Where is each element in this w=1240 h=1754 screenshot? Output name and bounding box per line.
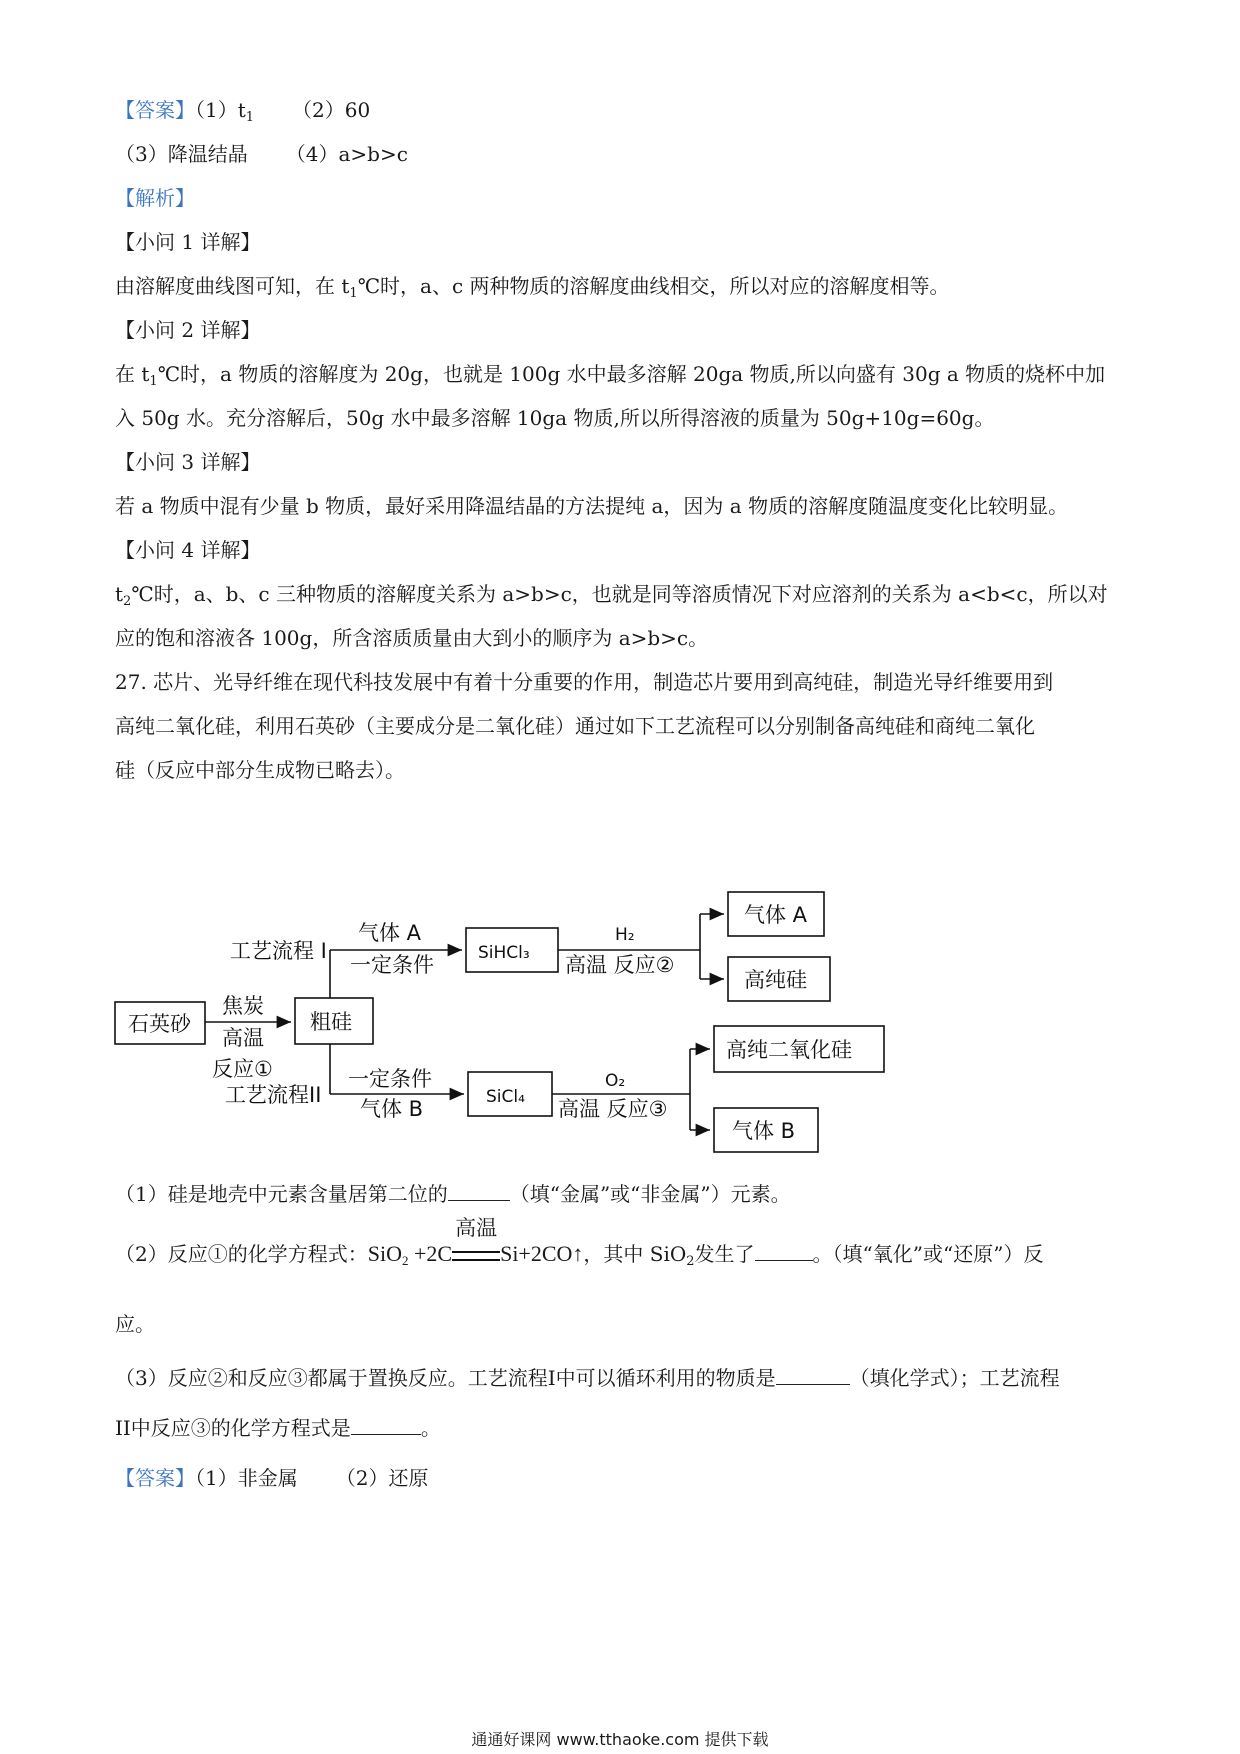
s4-l1-sub: 2	[123, 594, 132, 609]
q3-line-2	[115, 1414, 441, 1442]
q2-line	[115, 1216, 1044, 1276]
label-out-gasA: 气体 A	[744, 903, 808, 927]
label-out-pure-sio2: 高纯二氧化硅	[726, 1038, 852, 1062]
q2-equation	[367, 1216, 584, 1275]
answer-q4: （4）a>b>c	[285, 142, 408, 166]
s4-line-1	[115, 580, 1108, 616]
answer-q2: （2）60	[292, 98, 371, 122]
answer-line-2	[115, 140, 408, 168]
answer2-q1: （1）非金属	[195, 1466, 298, 1490]
label-quartz: 石英砂	[128, 1012, 191, 1036]
eq-left2: +2C	[408, 1241, 453, 1266]
label-cond-1: 一定条件	[350, 953, 434, 977]
q2-d: 。（填“氧化”或“还原”）反	[812, 1242, 1044, 1266]
q1-a: （1）硅是地壳中元素含量居第二位的	[115, 1182, 448, 1206]
s2-line-1	[115, 360, 1105, 396]
label-process2: 工艺流程II	[225, 1083, 322, 1107]
label-sicl4: SiCl₄	[486, 1087, 525, 1107]
q3-a: （3）反应②和反应③都属于置换反应。工艺流程I中可以循环利用的物质是	[115, 1366, 776, 1390]
answer-q1-sub: 1	[245, 110, 255, 125]
eq-left: SiO	[367, 1241, 402, 1266]
q3-c: II中反应③的化学方程式是	[115, 1416, 351, 1440]
s2-l1-a: 在 t	[115, 362, 150, 386]
q27-line-1: 27. 芯片、光导纤维在现代科技发展中有着十分重要的作用，制造芯片要用到高纯硅，制造光导纤维要用到	[115, 670, 1054, 694]
q3-blank-2[interactable]	[351, 1416, 421, 1435]
s1-body-sub: 1	[349, 286, 358, 301]
s1-body	[115, 272, 950, 308]
s4-l1-a: t	[115, 582, 124, 606]
label-h2: H₂	[615, 925, 635, 945]
s4-head: 【小问 4 详解】	[115, 538, 261, 562]
answer2-q2: （2）还原	[335, 1466, 429, 1490]
s2-l1-sub: 1	[149, 374, 158, 389]
label-gasA-in: 气体 A	[358, 921, 422, 945]
label-coke: 焦炭	[222, 994, 264, 1018]
s1-body-a: 由溶解度曲线图可知，在 t	[115, 274, 350, 298]
answer2-tag: 【答案】	[115, 1466, 195, 1490]
q3-blank-1[interactable]	[776, 1366, 850, 1385]
eq-right: Si+2CO↑	[500, 1241, 584, 1266]
label-out-gasB: 气体 B	[732, 1119, 796, 1143]
s3-head: 【小问 3 详解】	[115, 450, 261, 474]
s3-body: 若 a 物质中混有少量 b 物质，最好采用降温结晶的方法提纯 a，因为 a 物质的溶解度随温度变化比较明显。	[115, 494, 1069, 518]
q3-line-1	[115, 1364, 1060, 1392]
label-o2: O₂	[605, 1071, 626, 1091]
q2-blank[interactable]	[755, 1242, 813, 1261]
q1-b: （填“金属”或“非金属”）元素。	[509, 1182, 791, 1206]
q1-blank[interactable]	[448, 1182, 510, 1201]
label-ht-rxn2: 高温 反应②	[565, 953, 675, 977]
answer-q1: （1）t	[195, 98, 246, 122]
eq-cond-text: 高温	[455, 1216, 498, 1240]
q27-line-3: 硅（反应中部分生成物已略去）。	[115, 758, 405, 782]
q1-line	[115, 1180, 791, 1208]
eq-left-sub: 2	[401, 1253, 409, 1268]
eq-condition	[452, 1216, 500, 1268]
q2-b-sub: 2	[686, 1254, 695, 1269]
q2-line-2: 应。	[115, 1312, 155, 1336]
label-hightemp: 高温	[222, 1026, 264, 1050]
s2-line-2: 入 50g 水。充分溶解后，50g 水中最多溶解 10ga 物质,所以所得溶液的质量为 50g+10g=60g。	[115, 406, 995, 430]
answer-tag: 【答案】	[115, 98, 195, 122]
label-crude-si: 粗硅	[310, 1010, 352, 1034]
label-rxn1: 反应①	[212, 1057, 273, 1081]
process-flow-diagram	[110, 880, 890, 1160]
q2-b: ，其中 SiO	[583, 1242, 687, 1266]
s2-l1-b: ℃时，a 物质的溶解度为 20g，也就是 100g 水中最多溶解 20ga 物质,所以向盛有 30g a 物质的烧杯中加	[157, 362, 1106, 386]
label-sihcl3: SiHCl₃	[478, 943, 530, 963]
q3-d: 。	[420, 1416, 441, 1440]
label-gasB-in: 气体 B	[360, 1097, 424, 1121]
answer-q3: （3）降温结晶	[115, 142, 248, 166]
analysis-tag: 【解析】	[115, 186, 195, 210]
label-out-pure-si: 高纯硅	[744, 968, 807, 992]
q2-c: 发生了	[694, 1242, 755, 1266]
page-footer: 通通好课网 www.tthaoke.com 提供下载	[471, 1730, 769, 1749]
q2-a: （2）反应①的化学方程式：	[115, 1242, 368, 1266]
s2-head: 【小问 2 详解】	[115, 318, 261, 342]
s1-body-b: ℃时，a、c 两种物质的溶解度曲线相交，所以对应的溶解度相等。	[357, 274, 950, 298]
label-process1: 工艺流程 I	[230, 939, 327, 963]
q3-b: （填化学式）；工艺流程	[849, 1366, 1060, 1390]
q27-line-2: 高纯二氧化硅，利用石英砂（主要成分是二氧化硅）通过如下工艺流程可以分别制备高纯硅和商纯二氧化	[115, 714, 1035, 738]
s4-line-2: 应的饱和溶液各 100g，所含溶质质量由大到小的顺序为 a>b>c。	[115, 626, 709, 650]
s1-head: 【小问 1 详解】	[115, 230, 261, 254]
s4-l1-b: ℃时，a、b、c 三种物质的溶解度关系为 a>b>c，也就是同等溶质情况下对应溶剂的关系为 a<b<c，所以对	[131, 582, 1108, 606]
label-ht-rxn3: 高温 反应③	[558, 1097, 668, 1121]
answer-line-1	[115, 96, 370, 132]
answer2-line	[115, 1464, 428, 1492]
label-cond-2: 一定条件	[348, 1067, 432, 1091]
